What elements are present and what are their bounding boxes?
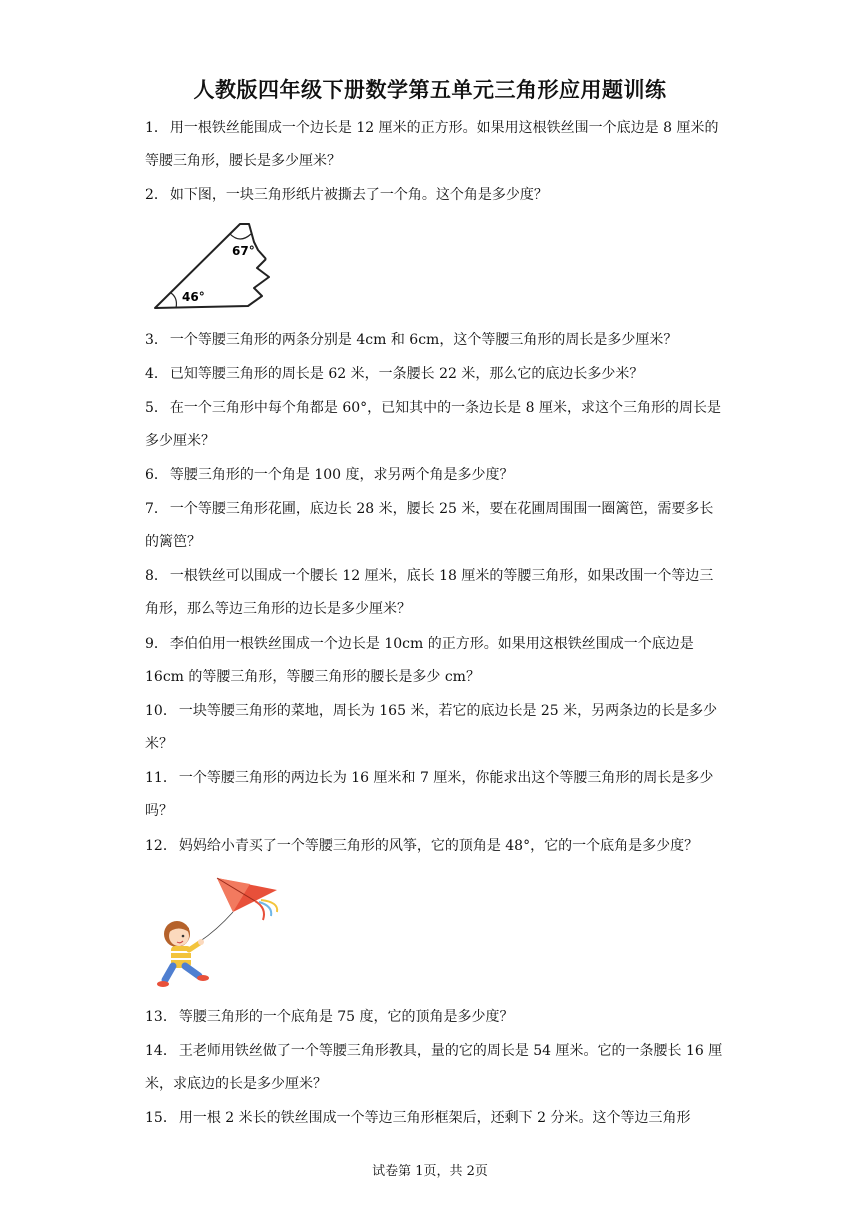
question-text: 一块等腰三角形的菜地，周长为 165 米，若它的底边长是 25 米，另两条边的长是多少米？ <box>145 703 718 752</box>
question-text: 如下图，一块三角形纸片被撕去了一个角。这个角是多少度？ <box>169 187 548 203</box>
question-8 <box>145 560 725 626</box>
question-text: 用一根铁丝能围成一个边长是 12 厘米的正方形。如果用这根铁丝围一个底边是 8 厘米的等腰三角形，腰长是多少厘米？ <box>145 120 719 169</box>
question-number: 7． <box>145 501 168 517</box>
question-text: 一个等腰三角形的两边长为 16 厘米和 7 厘米，你能求出这个等腰三角形的周长是多少吗？ <box>145 770 714 819</box>
question-number: 12． <box>145 838 177 854</box>
question-5 <box>145 392 725 458</box>
girl <box>157 921 209 987</box>
kite-string <box>199 912 233 942</box>
question-7 <box>145 493 725 559</box>
question-number: 14． <box>145 1043 177 1059</box>
question-text: 一根铁丝可以围成一个腰长 12 厘米，底长 18 厘米的等腰三角形，如果改围一个等边三角形，那么等边三角形的边长是多少厘米？ <box>145 568 714 617</box>
question-1 <box>145 112 725 178</box>
question-15 <box>145 1102 725 1135</box>
question-text: 一个等腰三角形的两条分别是 4cm 和 6cm，这个等腰三角形的周长是多少厘米？ <box>169 332 678 348</box>
question-text: 王老师用铁丝做了一个等腰三角形教具，量的它的周长是 54 厘米。它的一条腰长 16 厘米，求底边的长是多少厘米？ <box>145 1043 723 1092</box>
question-number: 9． <box>145 636 168 652</box>
girl-kite-illustration <box>155 868 290 993</box>
kite <box>217 878 277 920</box>
question-12 <box>145 830 725 863</box>
question-text: 李伯伯用一根铁丝围成一个边长是 10cm 的正方形。如果用这根铁丝围成一个底边是 16cm 的等腰三角形，等腰三角形的腰长是多少 cm？ <box>145 636 694 685</box>
question-number: 15． <box>145 1110 177 1126</box>
question-number: 2． <box>145 187 168 203</box>
angle-label-top: 67° <box>232 244 255 258</box>
question-4 <box>145 358 725 391</box>
question-text: 等腰三角形的一个角是 100 度，求另两个角是多少度？ <box>169 467 514 483</box>
question-10 <box>145 695 725 761</box>
question-text: 等腰三角形的一个底角是 75 度，它的顶角是多少度？ <box>178 1009 514 1025</box>
angle-arc-left <box>171 293 176 308</box>
question-text: 在一个三角形中每个角都是 60°，已知其中的一条边长是 8 厘米，求这个三角形的周长是多少厘米？ <box>145 400 721 449</box>
question-number: 11． <box>145 770 177 786</box>
question-6 <box>145 459 725 492</box>
question-number: 5． <box>145 400 168 416</box>
question-text: 用一根 2 米长的铁丝围成一个等边三角形框架后，还剩下 2 分米。这个等边三角形 <box>178 1110 691 1126</box>
question-number: 4． <box>145 366 168 382</box>
question-13 <box>145 1001 725 1034</box>
angle-arc-top <box>230 234 251 239</box>
question-number: 13． <box>145 1009 177 1025</box>
angle-label-left: 46° <box>182 290 205 304</box>
question-number: 1． <box>145 120 168 136</box>
question-number: 6． <box>145 467 168 483</box>
question-number: 10． <box>145 703 177 719</box>
triangle-outline <box>155 224 269 308</box>
question-9 <box>145 628 725 694</box>
question-text: 一个等腰三角形花圃，底边长 28 米，腰长 25 米，要在花圃周围围一圈篱笆，需要多长的篱笆？ <box>145 501 714 550</box>
page-footer: 试卷第 1页，共 2页 <box>372 1164 488 1179</box>
question-14 <box>145 1035 725 1101</box>
question-2 <box>145 179 725 212</box>
torn-triangle-figure <box>150 222 275 312</box>
page-title: 人教版四年级下册数学第五单元三角形应用题训练 <box>193 77 667 102</box>
question-3 <box>145 324 725 357</box>
question-text: 妈妈给小青买了一个等腰三角形的风筝，它的顶角是 48°，它的一个底角是多少度？ <box>178 838 699 854</box>
question-number: 3． <box>145 332 168 348</box>
question-11 <box>145 762 725 828</box>
question-number: 8． <box>145 568 168 584</box>
question-text: 已知等腰三角形的周长是 62 米，一条腰长 22 米，那么它的底边长多少米？ <box>169 366 644 382</box>
